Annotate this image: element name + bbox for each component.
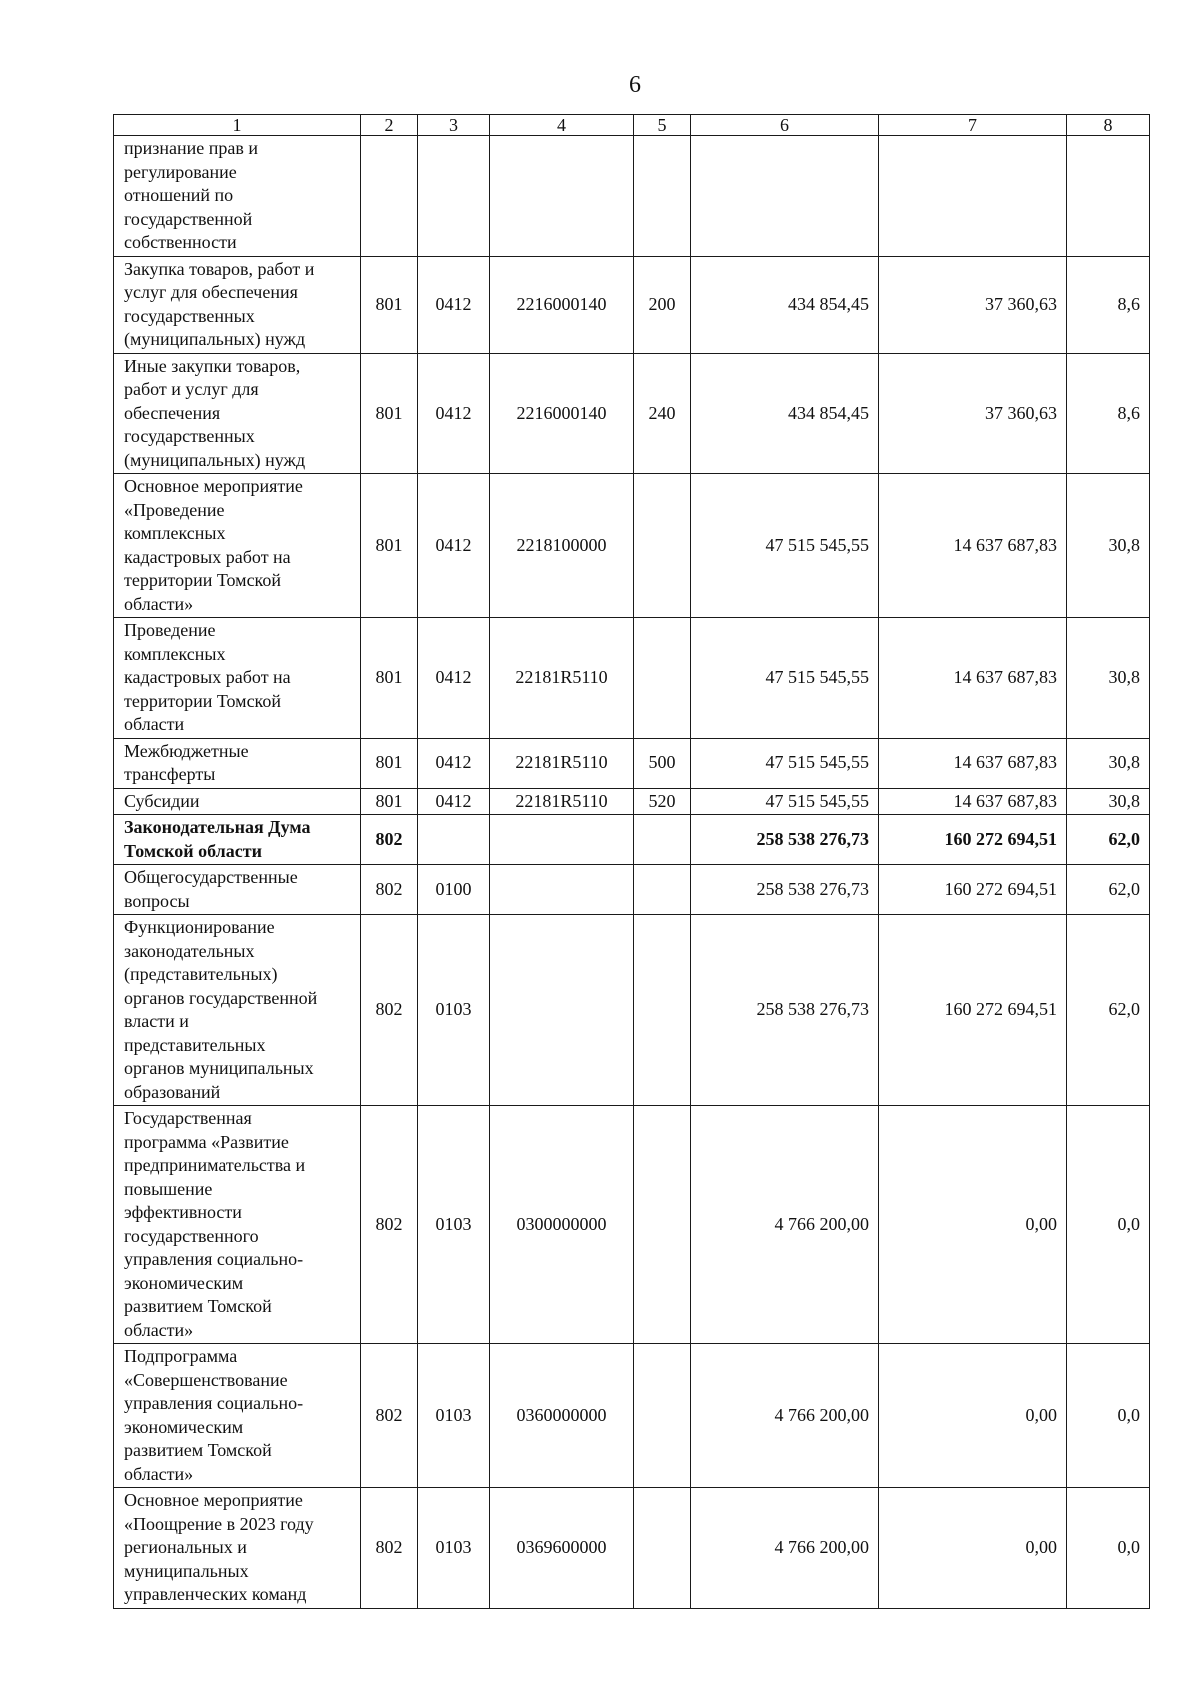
row-section-code-cell: 0412 — [418, 738, 490, 788]
row-actual-amount-cell: 14 637 687,83 — [879, 618, 1067, 739]
row-target-code-cell — [490, 915, 634, 1106]
table-row — [114, 136, 1150, 257]
row-target-code-cell: 22181R5110 — [490, 788, 634, 815]
page-number: 6 — [629, 72, 641, 98]
row-section-code-cell: 0412 — [418, 618, 490, 739]
header-cell-3: 3 — [418, 115, 490, 136]
row-plan-amount-cell: 258 538 276,73 — [691, 915, 879, 1106]
row-admin-code-cell: 802 — [361, 1344, 418, 1488]
table-row — [114, 1488, 1150, 1609]
row-admin-code-cell: 802 — [361, 815, 418, 865]
row-expense-type-cell: 500 — [634, 738, 691, 788]
row-expense-type-cell: 520 — [634, 788, 691, 815]
row-plan-amount-cell — [691, 136, 879, 257]
row-admin-code-cell: 802 — [361, 1488, 418, 1609]
row-percent-cell: 8,6 — [1067, 256, 1150, 353]
row-section-code-cell: 0412 — [418, 788, 490, 815]
row-name-cell: Общегосударственные вопросы — [114, 865, 361, 915]
row-expense-type-cell — [634, 815, 691, 865]
row-expense-type-cell — [634, 136, 691, 257]
row-percent-cell: 8,6 — [1067, 353, 1150, 474]
row-plan-amount-cell: 434 854,45 — [691, 353, 879, 474]
row-name-cell: Основное мероприятие «Поощрение в 2023 году региональных и муниципальных управленческих команд — [114, 1488, 361, 1609]
row-section-code-cell: 0412 — [418, 256, 490, 353]
table-row — [114, 1344, 1150, 1488]
table-row — [114, 353, 1150, 474]
row-target-code-cell: 2218100000 — [490, 474, 634, 618]
header-cell-2: 2 — [361, 115, 418, 136]
table-row — [114, 865, 1150, 915]
row-expense-type-cell — [634, 1106, 691, 1344]
row-admin-code-cell: 801 — [361, 474, 418, 618]
row-actual-amount-cell: 37 360,63 — [879, 256, 1067, 353]
row-target-code-cell — [490, 136, 634, 257]
row-expense-type-cell — [634, 618, 691, 739]
header-cell-7: 7 — [879, 115, 1067, 136]
row-target-code-cell — [490, 815, 634, 865]
table-row — [114, 1106, 1150, 1344]
row-expense-type-cell — [634, 865, 691, 915]
header-cell-1: 1 — [114, 115, 361, 136]
row-name-cell: Субсидии — [114, 788, 361, 815]
row-expense-type-cell — [634, 474, 691, 618]
table-body — [114, 115, 1150, 1609]
row-target-code-cell: 2216000140 — [490, 256, 634, 353]
row-admin-code-cell — [361, 136, 418, 257]
budget-table — [113, 114, 1150, 1609]
row-name-cell: Функционирование законодательных (представительных) органов государственной власти и представительных органов муниципальных образований — [114, 915, 361, 1106]
row-percent-cell — [1067, 136, 1150, 257]
row-name-cell: Проведение комплексных кадастровых работ на территории Томской области — [114, 618, 361, 739]
row-percent-cell: 0,0 — [1067, 1344, 1150, 1488]
row-admin-code-cell: 801 — [361, 256, 418, 353]
table-row — [114, 788, 1150, 815]
row-percent-cell: 30,8 — [1067, 738, 1150, 788]
row-admin-code-cell: 801 — [361, 618, 418, 739]
row-actual-amount-cell: 0,00 — [879, 1106, 1067, 1344]
row-expense-type-cell: 240 — [634, 353, 691, 474]
row-admin-code-cell: 801 — [361, 738, 418, 788]
row-admin-code-cell: 801 — [361, 353, 418, 474]
row-name-cell: Закупка товаров, работ и услуг для обеспечения государственных (муниципальных) нужд — [114, 256, 361, 353]
row-actual-amount-cell: 160 272 694,51 — [879, 815, 1067, 865]
row-actual-amount-cell: 14 637 687,83 — [879, 474, 1067, 618]
row-name-cell: Государственная программа «Развитие предпринимательства и повышение эффективности государственного управления социально- экономическим развитием Томской области» — [114, 1106, 361, 1344]
row-target-code-cell: 22181R5110 — [490, 618, 634, 739]
row-percent-cell: 30,8 — [1067, 474, 1150, 618]
row-expense-type-cell — [634, 1488, 691, 1609]
table-header-row — [114, 115, 1150, 136]
row-section-code-cell: 0103 — [418, 1488, 490, 1609]
row-percent-cell: 0,0 — [1067, 1106, 1150, 1344]
row-percent-cell: 62,0 — [1067, 915, 1150, 1106]
row-plan-amount-cell: 47 515 545,55 — [691, 788, 879, 815]
row-actual-amount-cell: 160 272 694,51 — [879, 915, 1067, 1106]
row-admin-code-cell: 802 — [361, 1106, 418, 1344]
header-cell-5: 5 — [634, 115, 691, 136]
row-admin-code-cell: 802 — [361, 865, 418, 915]
row-target-code-cell: 2216000140 — [490, 353, 634, 474]
row-section-code-cell: 0103 — [418, 1344, 490, 1488]
row-section-code-cell: 0100 — [418, 865, 490, 915]
row-section-code-cell: 0412 — [418, 353, 490, 474]
row-actual-amount-cell: 0,00 — [879, 1488, 1067, 1609]
row-percent-cell: 62,0 — [1067, 865, 1150, 915]
row-admin-code-cell: 801 — [361, 788, 418, 815]
table-row — [114, 915, 1150, 1106]
row-target-code-cell: 22181R5110 — [490, 738, 634, 788]
row-expense-type-cell — [634, 915, 691, 1106]
table-row — [114, 618, 1150, 739]
table-row — [114, 738, 1150, 788]
row-section-code-cell: 0103 — [418, 915, 490, 1106]
row-section-code-cell — [418, 136, 490, 257]
row-expense-type-cell: 200 — [634, 256, 691, 353]
row-plan-amount-cell: 258 538 276,73 — [691, 865, 879, 915]
row-percent-cell: 62,0 — [1067, 815, 1150, 865]
table-row — [114, 815, 1150, 865]
row-actual-amount-cell: 160 272 694,51 — [879, 865, 1067, 915]
row-expense-type-cell — [634, 1344, 691, 1488]
header-cell-4: 4 — [490, 115, 634, 136]
row-target-code-cell: 0300000000 — [490, 1106, 634, 1344]
row-name-cell: Законодательная Дума Томской области — [114, 815, 361, 865]
header-cell-6: 6 — [691, 115, 879, 136]
row-name-cell: Основное мероприятие «Проведение комплексных кадастровых работ на территории Томской области» — [114, 474, 361, 618]
row-plan-amount-cell: 47 515 545,55 — [691, 474, 879, 618]
row-percent-cell: 30,8 — [1067, 618, 1150, 739]
row-actual-amount-cell: 14 637 687,83 — [879, 788, 1067, 815]
row-plan-amount-cell: 4 766 200,00 — [691, 1344, 879, 1488]
row-percent-cell: 0,0 — [1067, 1488, 1150, 1609]
row-percent-cell: 30,8 — [1067, 788, 1150, 815]
row-actual-amount-cell: 14 637 687,83 — [879, 738, 1067, 788]
row-actual-amount-cell: 37 360,63 — [879, 353, 1067, 474]
row-plan-amount-cell: 4 766 200,00 — [691, 1106, 879, 1344]
row-plan-amount-cell: 258 538 276,73 — [691, 815, 879, 865]
row-name-cell: Подпрограмма «Совершенствование управления социально- экономическим развитием Томской области» — [114, 1344, 361, 1488]
row-section-code-cell — [418, 815, 490, 865]
row-plan-amount-cell: 4 766 200,00 — [691, 1488, 879, 1609]
table-row — [114, 256, 1150, 353]
row-plan-amount-cell: 434 854,45 — [691, 256, 879, 353]
header-cell-8: 8 — [1067, 115, 1150, 136]
row-plan-amount-cell: 47 515 545,55 — [691, 618, 879, 739]
row-section-code-cell: 0103 — [418, 1106, 490, 1344]
row-name-cell: признание прав и регулирование отношений по государственной собственности — [114, 136, 361, 257]
table-row — [114, 474, 1150, 618]
row-section-code-cell: 0412 — [418, 474, 490, 618]
row-plan-amount-cell: 47 515 545,55 — [691, 738, 879, 788]
row-target-code-cell: 0369600000 — [490, 1488, 634, 1609]
row-name-cell: Межбюджетные трансферты — [114, 738, 361, 788]
row-actual-amount-cell: 0,00 — [879, 1344, 1067, 1488]
row-actual-amount-cell — [879, 136, 1067, 257]
row-target-code-cell — [490, 865, 634, 915]
row-target-code-cell: 0360000000 — [490, 1344, 634, 1488]
row-admin-code-cell: 802 — [361, 915, 418, 1106]
row-name-cell: Иные закупки товаров, работ и услуг для обеспечения государственных (муниципальных) нужд — [114, 353, 361, 474]
